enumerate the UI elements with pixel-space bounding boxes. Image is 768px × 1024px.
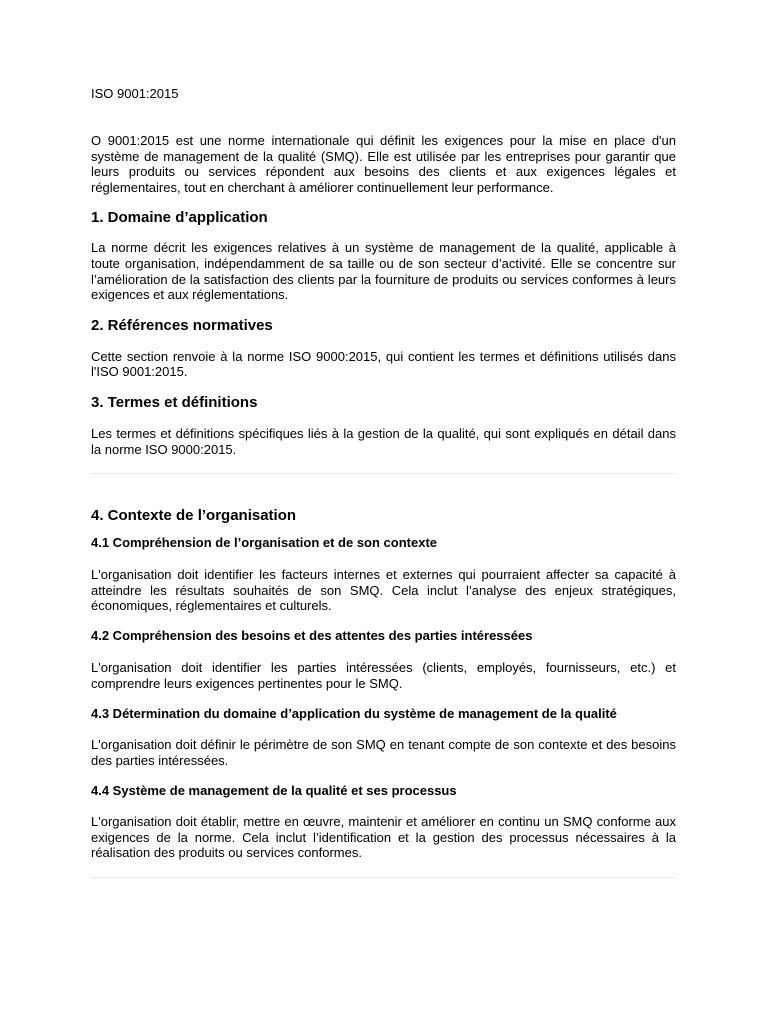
bottom-divider <box>91 877 676 878</box>
subsection-4-3-paragraph: L'organisation doit définir le périmètre de son SMQ en tenant compte de son contexte et des besoins des parties intéressées. <box>91 737 676 768</box>
section-3-paragraph: Les termes et définitions spécifiques liés à la gestion de la qualité, qui sont expliqués en détail dans la norme ISO 9000:2015. <box>91 425 676 457</box>
subsection-4-1-paragraph: L'organisation doit identifier les facteurs internes et externes qui pourraient affecter sa capacité à atteindre les résultats souhaités de son SMQ. Cela inclut l’analyse des enjeux stratégiques, économiques, réglementaires et culturels. <box>91 567 676 614</box>
subsection-4-4-heading: 4.4 Système de management de la qualité et ses processus <box>91 783 457 799</box>
section-2-heading: 2. Références normatives <box>91 316 273 334</box>
subsection-4-4-paragraph: L'organisation doit établir, mettre en œuvre, maintenir et améliorer en continu un SMQ conforme aux exigences de la norme. Cela inclut l’identification et la gestion des processus nécessaires à la réalisation des produits ou services conformes. <box>91 814 676 861</box>
section-divider <box>91 473 676 474</box>
subsection-4-1-heading: 4.1 Compréhension de l’organisation et de son contexte <box>91 535 438 551</box>
section-2-paragraph: Cette section renvoie à la norme ISO 9000:2015, qui contient les termes et définitions utilisés dans l'ISO 9001:2015. <box>91 348 676 380</box>
intro-paragraph: O 9001:2015 est une norme internationale qui définit les exigences pour la mise en place d'un système de management de la qualité (SMQ). Elle est utilisée par les entreprises pour garantir que leurs produits ou services répondent aux besoins des clients et aux exigences légales et réglementaires, tout en cherchant à améliorer continuellement leur performance. <box>91 133 676 195</box>
document-title: ISO 9001:2015 <box>91 86 179 101</box>
section-1-heading: 1. Domaine d’application <box>91 209 268 227</box>
section-3-heading: 3. Termes et définitions <box>91 393 258 411</box>
section-4-heading: 4. Contexte de l’organisation <box>91 507 297 525</box>
subsection-4-3-heading: 4.3 Détermination du domaine d’application du système de management de la qualité <box>91 706 617 722</box>
subsection-4-2-paragraph: L'organisation doit identifier les parties intéressées (clients, employés, fournisseurs, etc.) et comprendre leurs exigences pertinentes pour le SMQ. <box>91 659 676 691</box>
subsection-4-2-heading: 4.2 Compréhension des besoins et des attentes des parties intéressées <box>91 627 533 643</box>
document-page <box>91 86 676 878</box>
section-1-paragraph: La norme décrit les exigences relatives à un système de management de la qualité, applicable à toute organisation, indépendamment de sa taille ou de son secteur d’activité. Elle se concentre sur l’amélioration de la satisfaction des clients par la fourniture de produits ou services conformes à leurs exigences et aux réglementations. <box>91 240 676 303</box>
